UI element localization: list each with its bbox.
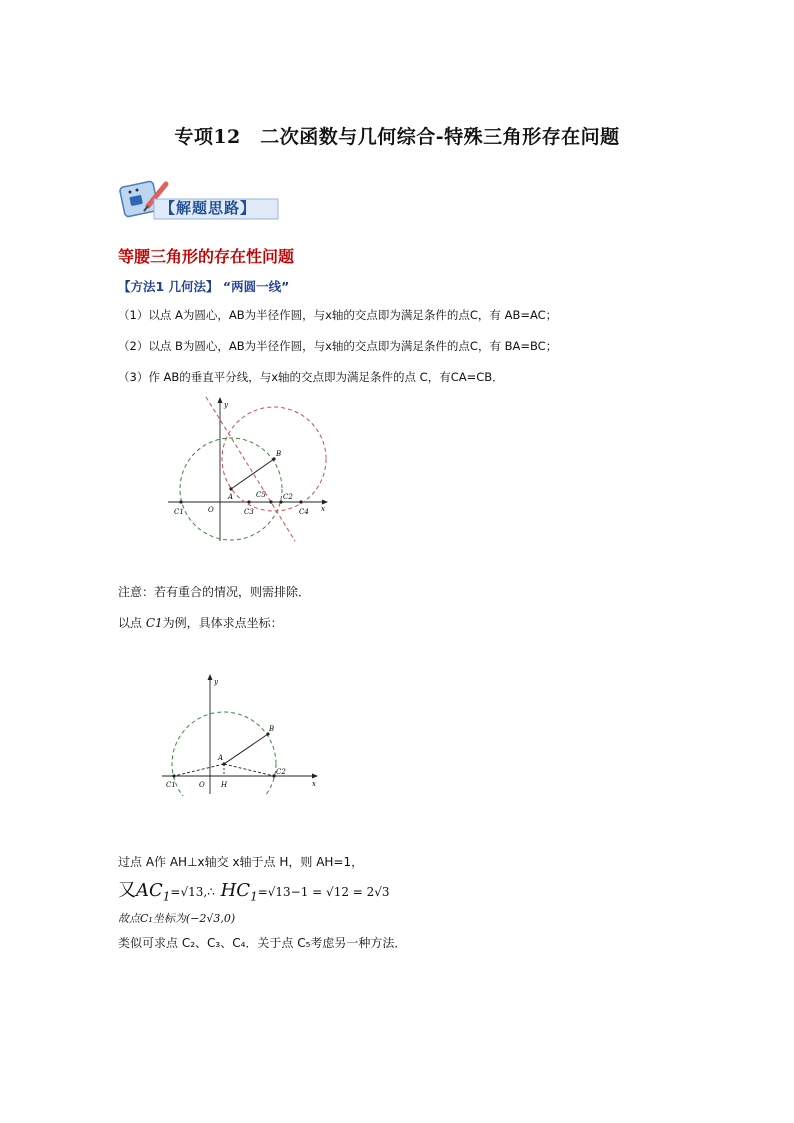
solution-line-4: 类似可求点 C₂、C₃、C₄．关于点 C₅考虑另一种方法． xyxy=(118,936,407,950)
example-intro xyxy=(118,614,283,631)
fig1-y-label: y xyxy=(224,401,228,409)
step-1: （1）以点 A为圆心，AB为半径作圆，与x轴的交点即为满足条件的点C，有 AB=AC； xyxy=(118,308,558,322)
fig1-c1-label: C1 xyxy=(174,508,184,516)
example-intro-after: 为例，具体求点坐标： xyxy=(162,616,283,630)
solution-line-1: 过点 A作 AH⊥x轴交 x轴于点 H，则 AH=1， xyxy=(118,855,364,869)
fig2-c2-label: C2 xyxy=(276,768,286,776)
fig2-c1-label: C1 xyxy=(166,781,176,789)
solution-ac: AC xyxy=(136,880,163,901)
fig1-c5-label: C5 xyxy=(256,491,266,499)
method-label: 【方法1 几何法】 xyxy=(118,279,219,294)
segment-ac1 xyxy=(174,764,224,776)
fig2-y-label: y xyxy=(214,678,218,686)
note-text: 注意：若有重合的情况，则需排除． xyxy=(118,585,311,599)
fig2-a-label: A xyxy=(218,754,224,762)
step-3: （3）作 AB的垂直平分线，与x轴的交点即为满足条件的点 C，有CA=CB． xyxy=(118,370,504,384)
solution-line-2: 又$AC_1=√13,\therefore$ $HC_1=√13-1 = √12 = 2√3$ xyxy=(118,880,390,904)
method-subtitle: “两圆一线” xyxy=(222,279,290,294)
solution-hc: HC xyxy=(220,880,251,901)
figure-two-circles-one-line xyxy=(168,395,336,543)
example-intro-before: 以点 xyxy=(118,616,146,630)
badge-label: 【解题思路】 xyxy=(160,199,257,217)
solution-eq1: =√13,∴ xyxy=(170,885,215,899)
segment-ab xyxy=(224,734,268,764)
page-title: 专项12 二次函数与几何综合-特殊三角形存在问题 xyxy=(174,126,620,148)
step-2: （2）以点 B为圆心，AB为半径作圆，与x轴的交点即为满足条件的点C，有 BA=BC； xyxy=(118,339,558,353)
fig1-c3-label: C3 xyxy=(244,508,254,516)
example-intro-point: C1 xyxy=(145,616,163,630)
fig1-origin-label: O xyxy=(208,506,214,514)
solution-eq2: =√13−1 = √12 = 2√3 xyxy=(257,885,390,899)
segment-ab xyxy=(231,459,274,489)
fig2-b-label: B xyxy=(269,725,275,733)
fig1-b-label: B xyxy=(276,450,282,458)
fig1-a-label: A xyxy=(228,493,234,501)
fig1-x-label: x xyxy=(321,505,325,513)
fig2-h-label: H xyxy=(221,781,228,789)
fig2-x-label: x xyxy=(312,780,316,788)
figure-example-c1 xyxy=(158,672,328,796)
fig1-c2-label: C2 xyxy=(283,493,293,501)
method-heading xyxy=(118,277,289,295)
solution-line-2-prefix: 又 xyxy=(118,880,136,901)
section-heading: 等腰三角形的存在性问题 xyxy=(118,247,295,266)
perpendicular-bisector xyxy=(206,397,295,541)
fig2-origin-label: O xyxy=(199,781,205,789)
solution-line-3: 故点C₁坐标为(−2√3,0) xyxy=(118,912,236,925)
fig1-c4-label: C4 xyxy=(299,508,309,516)
segment-ac2 xyxy=(224,764,274,776)
